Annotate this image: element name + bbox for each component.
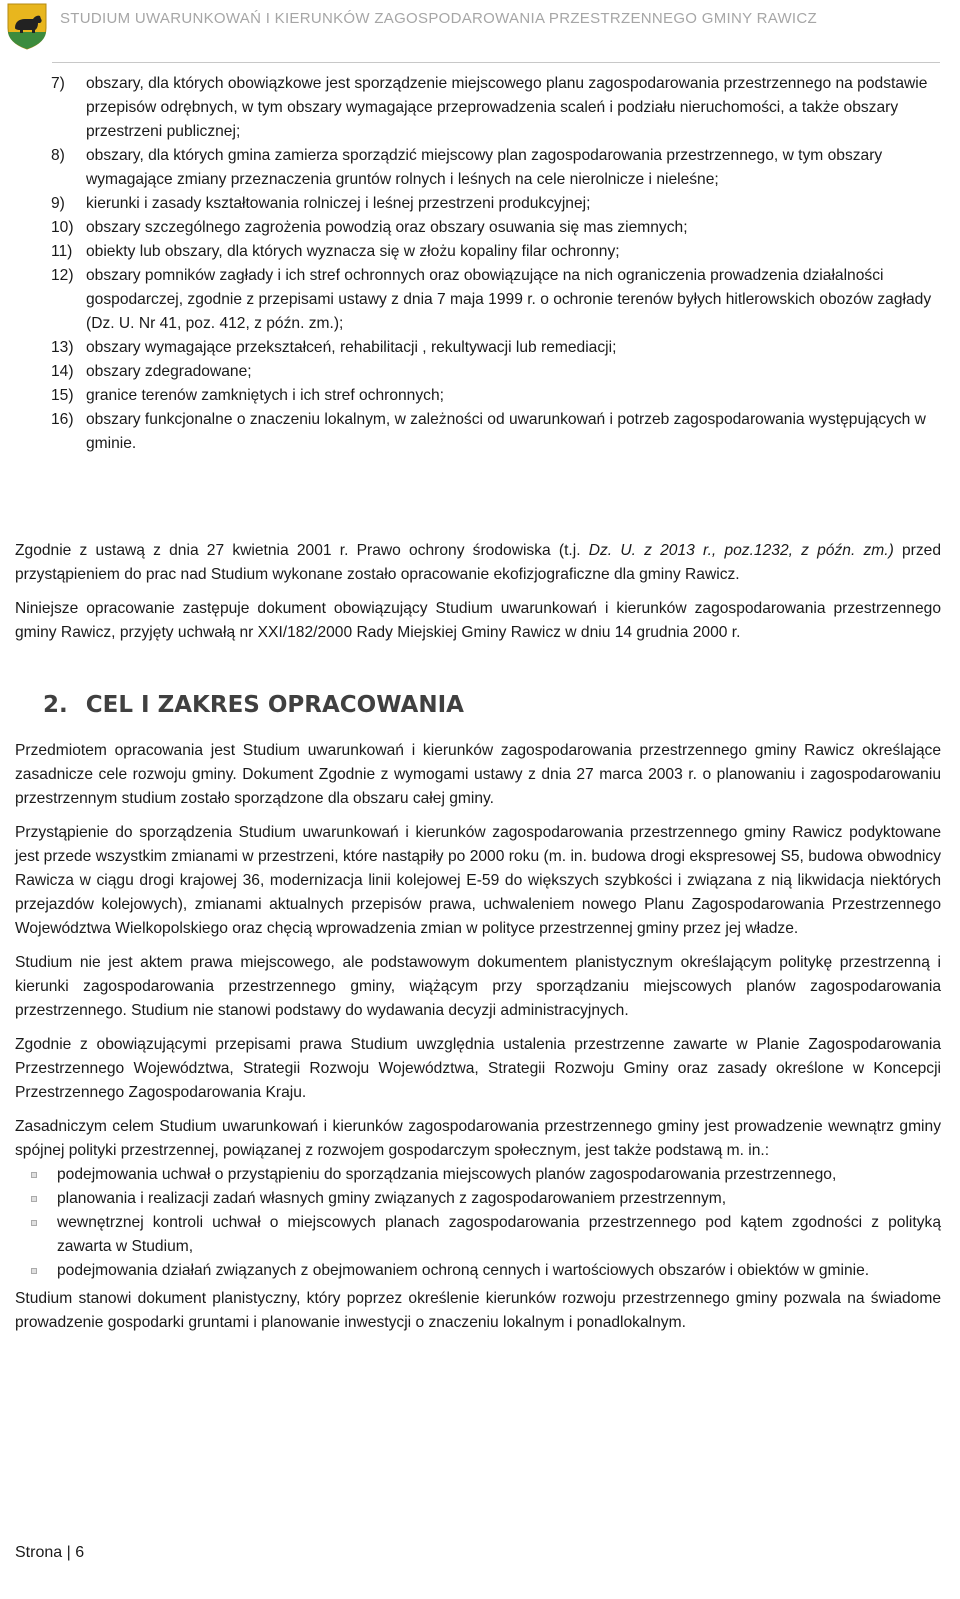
page-header (0, 0, 960, 62)
list-item-text: kierunki i zasady kształtowania rolniczej i leśnej przestrzeni produkcyjnej; (86, 195, 591, 212)
bullet-item (15, 1187, 941, 1211)
bullet-item (15, 1211, 941, 1259)
header-divider (52, 62, 940, 63)
bear-crest-icon (6, 2, 48, 50)
bullet-text: podejmowania uchwał o przystąpieniu do sporządzania miejscowych planów zagospodarowania przestrzennego, (57, 1166, 837, 1183)
square-bullet-icon (31, 1268, 37, 1274)
section-heading (43, 692, 941, 718)
list-item-number: 16) (51, 411, 74, 428)
paragraph: Studium nie jest aktem prawa miejscowego, ale podstawowym dokumentem planistycznym określającym politykę przestrzenną i kierunki zagospodarowania przestrzennego gminy, wiążącym przy sporządzaniu miejscowych planów zagospodarowania przestrzennego. Studium nie stanowi podstawy do wydawania decyzji administracyjnych. (15, 954, 941, 1019)
law-citation: Dz. U. z 2013 r., poz.1232, z późn. zm.) (588, 542, 894, 559)
paragraph: Przystąpienie do sporządzenia Studium uwarunkowań i kierunków zagospodarowania przestrzennego gminy Rawicz podyktowane jest przede wszystkim zmianami w przestrzeni, które nastąpiły po 2000 roku (m. in. budowa drogi ekspresowej S5, budowa obwodnicy Rawicza w ciągu drogi krajowej 36, modernizacja linii kolejowej E-59 do większych szybkości i związana z nią likwidacja niektórych przejazdów kolejowych), zmianami aktualnych przepisów prawa, uchwaleniem nowego Planu Zagospodarowania Przestrzennego Województwa Wielkopolskiego oraz chęcią wprowadzenia zmian w polityce przestrzennej gminy przez jej władze. (15, 824, 941, 937)
list-item (15, 408, 941, 456)
bullet-item (15, 1259, 941, 1283)
list-item-number: 13) (51, 339, 74, 356)
list-item-text: granice terenów zamkniętych i ich stref ochronnych; (86, 387, 444, 404)
list-item-text: obszary wymagające przekształceń, rehabilitacji , rekultywacji lub remediacji; (86, 339, 617, 356)
paragraph-law-tail: przed przystąpieniem do prac nad Studium wykonane zostało opracowanie ekofizjograficzne dla gminy Rawicz. (15, 542, 941, 583)
bullet-item (15, 1163, 941, 1187)
list-item (15, 264, 941, 336)
list-item-number: 11) (51, 243, 73, 260)
square-bullet-icon (31, 1196, 37, 1202)
section-title: CEL I ZAKRES OPRACOWANIA (85, 692, 464, 718)
square-bullet-icon (31, 1220, 37, 1226)
paragraph: Zgodnie z obowiązującymi przepisami prawa Studium uwzględnia ustalenia przestrzenne zawarte w Planie Zagospodarowania Przestrzennego Województwa, Strategii Rozwoju Województwa, Strategii Rozwoju Gminy oraz zasady określone w Koncepcji Przestrzennego Zagospodarowania Kraju. (15, 1036, 941, 1101)
document-running-title: STUDIUM UWARUNKOWAŃ I KIERUNKÓW ZAGOSPODAROWANIA PRZESTRZENNEGO GMINY RAWICZ (60, 10, 817, 27)
list-item-number: 15) (51, 387, 74, 404)
list-item (15, 384, 941, 408)
numbered-list (15, 72, 941, 456)
list-item-number: 10) (51, 219, 74, 236)
page-content (15, 72, 941, 1345)
list-item-text: obiekty lub obszary, dla których wyznacza się w złożu kopaliny filar ochronny; (86, 243, 620, 260)
list-item-text: obszary pomników zagłady i ich stref ochronnych oraz obowiązujące na nich ograniczenia prowadzenia działalności gospodarczej, zgodnie z przepisami ustawy z dnia 7 maja 1999 r. o ochronie terenów byłych hitlerowskich obozów zagłady (Dz. U. Nr 41, poz. 412, z późn. zm.); (86, 267, 932, 332)
list-item (15, 216, 941, 240)
paragraph: Zasadniczym celem Studium uwarunkowań i kierunków zagospodarowania przestrzennego gminy jest prowadzenie wewnątrz gminy spójnej polityki przestrzennej, powiązanej z rozwojem gospodarczym społecznym, jest także podstawą m. in.: (15, 1118, 941, 1159)
list-item-text: obszary, dla których gmina zamierza sporządzić miejscowy plan zagospodarowania przestrzennego, w tym obszary wymagające zmiany przeznaczenia gruntów rolnych i leśnych na cele nierolnicze i nieleśne; (86, 147, 883, 188)
list-item-number: 7) (51, 75, 65, 92)
list-item (15, 192, 941, 216)
list-item-number: 8) (51, 147, 65, 164)
list-item-text: obszary, dla których obowiązkowe jest sporządzenie miejscowego planu zagospodarowania przestrzennego na podstawie przepisów odrębnych, w tym obszary wymagające przeprowadzenia scaleń i podziału nieruchomości, a także obszary przestrzeni publicznej; (86, 75, 928, 140)
list-item (15, 144, 941, 192)
bullet-text: planowania i realizacji zadań własnych gminy związanych z zagospodarowaniem przestrzennym, (57, 1190, 727, 1207)
list-item-text: obszary szczególnego zagrożenia powodzią oraz obszary osuwania się mas ziemnych; (86, 219, 688, 236)
list-item (15, 336, 941, 360)
square-bullet-icon (31, 1172, 37, 1178)
paragraph-final: Studium stanowi dokument planistyczny, który poprzez określenie kierunków rozwoju przestrzennego gminy pozwala na świadome prowadzenie gospodarki gruntami i planowanie inwestycji o znaczeniu lokalnym i ponadlokalnym. (15, 1290, 941, 1331)
bullet-text: wewnętrznej kontroli uchwał o miejscowych planach zagospodarowania przestrzennego pod kątem zgodności z polityką zawarta w Studium, (57, 1214, 941, 1255)
list-item (15, 240, 941, 264)
list-item-number: 12) (51, 267, 74, 284)
footer-label: Strona (15, 1544, 63, 1561)
paragraph-law-lead: Zgodnie z ustawą z dnia 27 kwietnia 2001 r. Prawo ochrony środowiska (t.j. (15, 542, 589, 559)
paragraph: Przedmiotem opracowania jest Studium uwarunkowań i kierunków zagospodarowania przestrzennego gminy Rawicz określające zasadnicze cele rozwoju gminy. Dokument Zgodnie z wymogami ustawy z dnia 27 marca 2003 r. o planowaniu i zagospodarowaniu przestrzennym studium zostało sporządzone dla obszaru całej gminy. (15, 742, 941, 807)
list-item (15, 360, 941, 384)
paragraph-law-reference (15, 539, 941, 587)
page-footer (15, 1544, 84, 1562)
list-item-number: 9) (51, 195, 65, 212)
paragraph-replacement: Niniejsze opracowanie zastępuje dokument obowiązujący Studium uwarunkowań i kierunków zagospodarowania przestrzennego gminy Rawicz, przyjęty uchwałą nr XXI/182/2000 Rady Miejskiej Gminy Rawicz w dniu 14 grudnia 2000 r. (15, 600, 941, 641)
list-item-number: 14) (51, 363, 74, 380)
bullet-list (15, 1163, 941, 1283)
list-item (15, 72, 941, 144)
bullet-text: podejmowania działań związanych z obejmowaniem ochroną cennych i wartościowych obszarów i obiektów w gminie. (57, 1262, 870, 1279)
list-item-text: obszary zdegradowane; (86, 363, 252, 380)
list-item-text: obszary funkcjonalne o znaczeniu lokalnym, w zależności od uwarunkowań i potrzeb zagospodarowania występujących w gminie. (86, 411, 926, 452)
page-number: 6 (75, 1544, 85, 1561)
section-number: 2. (43, 692, 68, 718)
footer-separator: | (66, 1544, 71, 1561)
